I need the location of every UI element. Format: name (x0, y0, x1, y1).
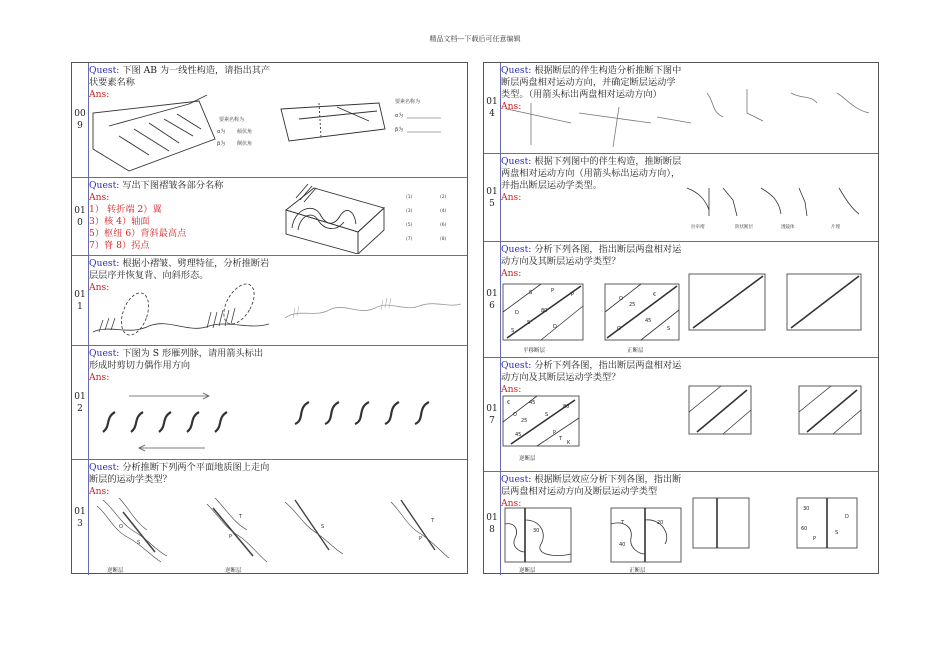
s-shaped-echelon-veins-figure (89, 386, 467, 458)
svg-text:30: 30 (533, 528, 540, 534)
fault-map-analysis-016 (501, 272, 879, 356)
svg-text:D: D (845, 514, 849, 520)
right-question-table (483, 62, 879, 574)
svg-text:D: D (553, 324, 557, 330)
svg-text:S: S (835, 530, 839, 536)
question-text: Quest: 根据下列图中的伴生构造，推断断层两盘相对运动方向（用箭头标出运动方向），并指出断层运动学类型。 Ans: (501, 156, 682, 203)
svg-text:S: S (527, 320, 531, 326)
fig-value-1: 倾伏角 (237, 129, 253, 135)
svg-text:S: S (545, 412, 549, 418)
svg-text:D: D (515, 310, 519, 316)
fold-block-diagram (274, 180, 464, 254)
map-caption: 平移断层 (523, 348, 546, 354)
svg-text:P: P (571, 292, 575, 298)
question-text: Quest: 下图为 S 形雁列脉，请用箭头标出形成时剪切力偶作用方向 Ans: (89, 348, 264, 383)
question-row-012 (72, 345, 467, 459)
companion-label: 片理 (831, 225, 840, 230)
answer-line-1: 1） 转折端 2）翼 (89, 204, 162, 215)
svg-text:S: S (137, 540, 141, 546)
question-number: 01 8 (484, 472, 501, 575)
fig-label-beta-b: β为 (395, 127, 404, 133)
svg-text:45: 45 (645, 318, 652, 324)
question-text: Quest: 根据小褶皱、劈理特征，分析推断岩层层序并恢复背、向斜形态。 Ans: (89, 258, 270, 293)
question-number: 01 6 (484, 242, 501, 357)
svg-text:45: 45 (529, 400, 536, 406)
fault-map-analysis-017 (501, 382, 879, 470)
question-number: 01 2 (72, 346, 89, 459)
svg-text:T: T (239, 514, 243, 520)
svg-text:20: 20 (657, 520, 664, 526)
svg-text:€: € (653, 292, 657, 298)
question-row-010 (72, 177, 467, 255)
svg-text:45: 45 (515, 432, 522, 438)
fault-effect-maps-figure (501, 494, 879, 574)
svg-text:€: € (507, 400, 511, 406)
question-text: Quest: 写出下图褶皱各部分名称 Ans: 1） 转折端 2）翼 3）核 4）轴面 5）枢纽 6）背斜最高点 7）脊 8）拐点 (89, 180, 272, 252)
page-header: 精品文档---下载后可任意编辑 (429, 35, 521, 43)
svg-text:25: 25 (629, 302, 636, 308)
question-number: 01 4 (484, 63, 501, 153)
map-caption: 逆断层 (107, 568, 124, 574)
question-text: Quest: 下图 AB 为一线性构造，请指出其产状要素名称 Ans: (89, 65, 271, 100)
fold-label: (3) (406, 209, 413, 214)
svg-text:O: O (119, 524, 123, 530)
map-caption: 逆断层 (519, 568, 536, 574)
map-caption: 逆断层 (225, 568, 242, 574)
svg-text:T: T (431, 518, 435, 524)
svg-text:O: O (617, 326, 621, 332)
question-number: 01 1 (72, 256, 89, 345)
svg-text:P: P (419, 536, 423, 542)
map-caption: 正断层 (627, 348, 644, 354)
fold-label: (4) (440, 209, 447, 214)
fig-label-title-b: 要素名称为 (395, 99, 421, 105)
fold-label: (2) (440, 195, 447, 200)
svg-text:S: S (529, 290, 533, 296)
question-row-011 (72, 255, 467, 345)
svg-text:P: P (553, 430, 557, 436)
fig-label-beta: β为 (217, 141, 226, 147)
companion-label: 透镜体 (781, 225, 795, 230)
companion-structures-figure (501, 180, 879, 240)
question-row-015 (484, 153, 878, 241)
question-text: Quest: 根据断层的伴生构造分析推断下图中断层两盘相对运动方向，并确定断层运动学类型。（用箭头标出两盘相对运动方向） Ans: (501, 65, 682, 112)
svg-text:25: 25 (521, 418, 528, 424)
question-row-018 (484, 471, 878, 575)
svg-text:80: 80 (541, 308, 548, 314)
question-number: 00 9 (72, 63, 89, 177)
question-number: 01 3 (72, 460, 89, 575)
plunge-pitch-figure (89, 91, 469, 175)
answer-line-3: 5）枢纽 6）背斜最高点 (89, 228, 187, 239)
svg-text:K: K (567, 440, 571, 446)
fold-label: (5) (406, 223, 413, 228)
fig-label-title: 要素名称为 (219, 117, 245, 123)
svg-text:P: P (229, 534, 233, 540)
question-number: 01 0 (72, 178, 89, 255)
question-number: 01 5 (484, 154, 501, 241)
minor-folds-cleavage-figure (89, 282, 467, 344)
map-caption: 逆断层 (519, 456, 536, 462)
svg-text:30: 30 (803, 506, 810, 512)
strike-fault-maps-figure (89, 492, 467, 574)
svg-text:S: S (511, 328, 515, 334)
svg-text:P: P (551, 288, 555, 294)
fold-label: (7) (406, 237, 413, 242)
fig-value-2: 侧伏角 (237, 141, 253, 147)
svg-text:T: T (559, 436, 563, 442)
answer-line-2: 3）核 4）轴面 (89, 216, 150, 227)
left-question-table (71, 62, 468, 574)
fig-label-alpha-b: α为 (395, 113, 404, 119)
svg-text:T: T (621, 520, 625, 526)
answer-line-4: 7）脊 8）拐点 (89, 240, 150, 251)
question-row-009 (72, 63, 467, 177)
question-text: Quest: 根据断层效应分析下列各图，指出断层两盘相对运动方向及断层运动学类型 Ans: (501, 474, 682, 509)
question-text: Quest: 分析下列各图，指出断层两盘相对运动方向及其断层运动学类型？ Ans: (501, 360, 682, 395)
fault-associated-structures-figure (501, 83, 879, 151)
svg-text:O: O (619, 296, 623, 302)
companion-label: 阶状断层 (735, 225, 753, 230)
fold-label: (6) (440, 223, 447, 228)
question-text: Quest: 分析推断下列两个平面地质图上走向断层的运动学类型？ Ans: (89, 462, 270, 497)
companion-label: 拉牵褶 (691, 225, 705, 230)
question-row-017 (484, 357, 878, 471)
fig-label-alpha: α为 (217, 129, 226, 135)
svg-text:O: O (513, 412, 517, 418)
map-caption: 正断层 (629, 568, 646, 574)
svg-text:40: 40 (619, 542, 626, 548)
question-row-014 (484, 63, 878, 153)
svg-text:P: P (813, 536, 817, 542)
fold-label: (8) (440, 237, 447, 242)
question-row-016 (484, 241, 878, 357)
question-text: Quest: 分析下列各图，指出断层两盘相对运动方向及其断层运动学类型？ Ans: (501, 244, 682, 279)
question-row-013 (72, 459, 467, 575)
fold-label: (1) (406, 195, 413, 200)
question-number: 01 7 (484, 358, 501, 471)
svg-text:S: S (321, 524, 325, 530)
svg-text:60: 60 (801, 526, 808, 532)
svg-text:80: 80 (563, 404, 570, 410)
svg-text:S: S (667, 326, 671, 332)
